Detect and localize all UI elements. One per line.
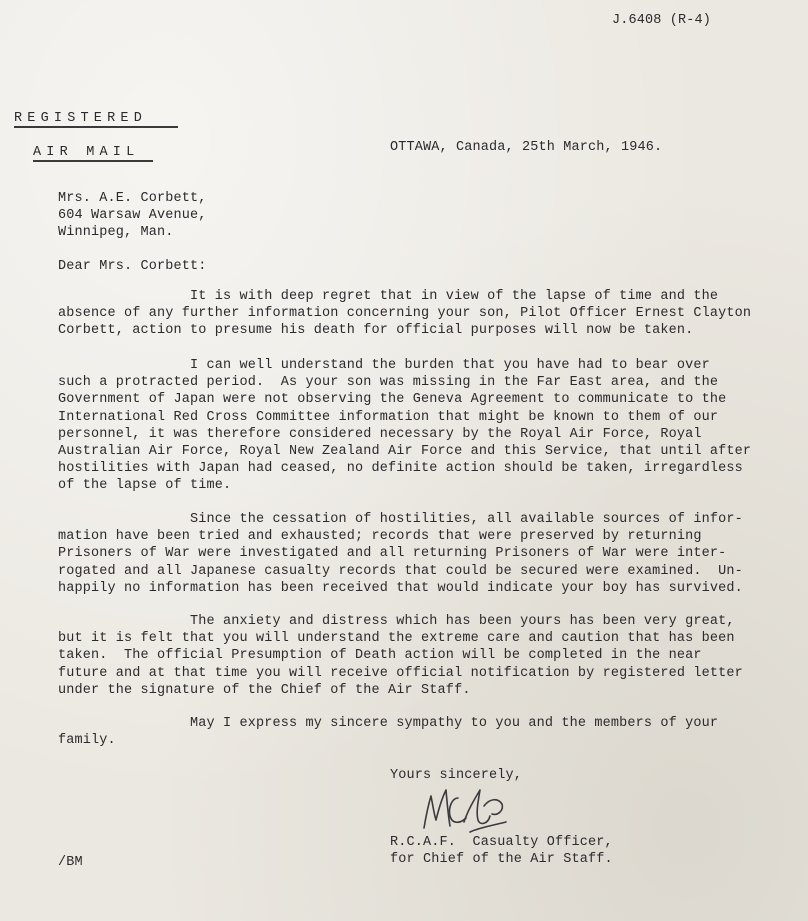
paragraph-line: of the lapse of time. xyxy=(58,478,232,494)
file-reference: J.6408 (R-4) xyxy=(612,13,712,28)
paragraph-line: Government of Japan were not observing the Geneva Agreement to communicate to the xyxy=(58,392,727,408)
air-mail-heading: AIR MAIL xyxy=(33,145,140,160)
paragraph-line: Since the cessation of hostilities, all available sources of infor- xyxy=(58,512,743,527)
typist-initials: /BM xyxy=(58,855,83,870)
paragraph-5 xyxy=(58,715,778,749)
closing: Yours sincerely, xyxy=(390,768,523,783)
salutation: Dear Mrs. Corbett: xyxy=(58,259,207,274)
paragraph-line: Corbett, action to presume his death for official purposes will now be taken. xyxy=(58,323,694,339)
paragraph-line: I can well understand the burden that you have had to bear over xyxy=(58,358,710,373)
registered-heading: REGISTERED xyxy=(14,111,148,126)
signatory-for: for Chief of the Air Staff. xyxy=(390,852,613,867)
paragraph-line: The anxiety and distress which has been yours has been very great, xyxy=(58,614,735,629)
paragraph-line: May I express my sincere sympathy to you and the members of your xyxy=(58,716,719,731)
paragraph-line: International Red Cross Committee information that might be known to them of our xyxy=(58,409,719,425)
recipient-street: 604 Warsaw Avenue, xyxy=(58,208,207,223)
paragraph-line: family. xyxy=(58,733,116,749)
paragraph-line: personnel, it was therefore considered necessary by the Royal Air Force, Royal xyxy=(58,426,702,442)
air-mail-underline xyxy=(33,160,153,162)
paragraph-line: future and at that time you will receive official notification by registered letter xyxy=(58,665,743,681)
paragraph-line: such a protracted period. As your son was missing in the Far East area, and the xyxy=(58,375,719,391)
paragraph-line: absence of any further information concerning your son, Pilot Officer Ernest Clayton xyxy=(58,306,752,322)
paragraph-line: Australian Air Force, Royal New Zealand Air Force and this Service, that until after xyxy=(58,444,752,460)
paragraph-line: hostilities with Japan had ceased, no definite action should be taken, irregardless xyxy=(58,461,743,477)
paragraph-2 xyxy=(58,357,778,495)
paragraph-line: under the signature of the Chief of the Air Staff. xyxy=(58,682,471,698)
paragraph-4 xyxy=(58,613,778,699)
recipient-city: Winnipeg, Man. xyxy=(58,225,174,240)
paragraph-line: It is with deep regret that in view of the lapse of time and the xyxy=(58,289,719,304)
recipient-name: Mrs. A.E. Corbett, xyxy=(58,191,207,206)
paragraph-line: happily no information has been received that would indicate your boy has survived. xyxy=(58,580,743,596)
registered-underline xyxy=(14,126,178,128)
paragraph-1 xyxy=(58,288,778,340)
paragraph-line: rogated and all Japanese casualty records that could be secured were examined. Un- xyxy=(58,563,743,579)
paragraph-line: Prisoners of War were investigated and all returning Prisoners of War were inter- xyxy=(58,546,727,562)
paragraph-3 xyxy=(58,511,778,597)
place-date: OTTAWA, Canada, 25th March, 1946. xyxy=(390,140,663,155)
paragraph-line: but it is felt that you will understand the extreme care and caution that has been xyxy=(58,631,735,647)
signatory-title: R.C.A.F. Casualty Officer, xyxy=(390,835,613,850)
paragraph-line: taken. The official Presumption of Death action will be completed in the near xyxy=(58,648,702,664)
paragraph-line: mation have been tried and exhausted; records that were preserved by returning xyxy=(58,529,702,545)
handwritten-signature xyxy=(418,776,518,838)
